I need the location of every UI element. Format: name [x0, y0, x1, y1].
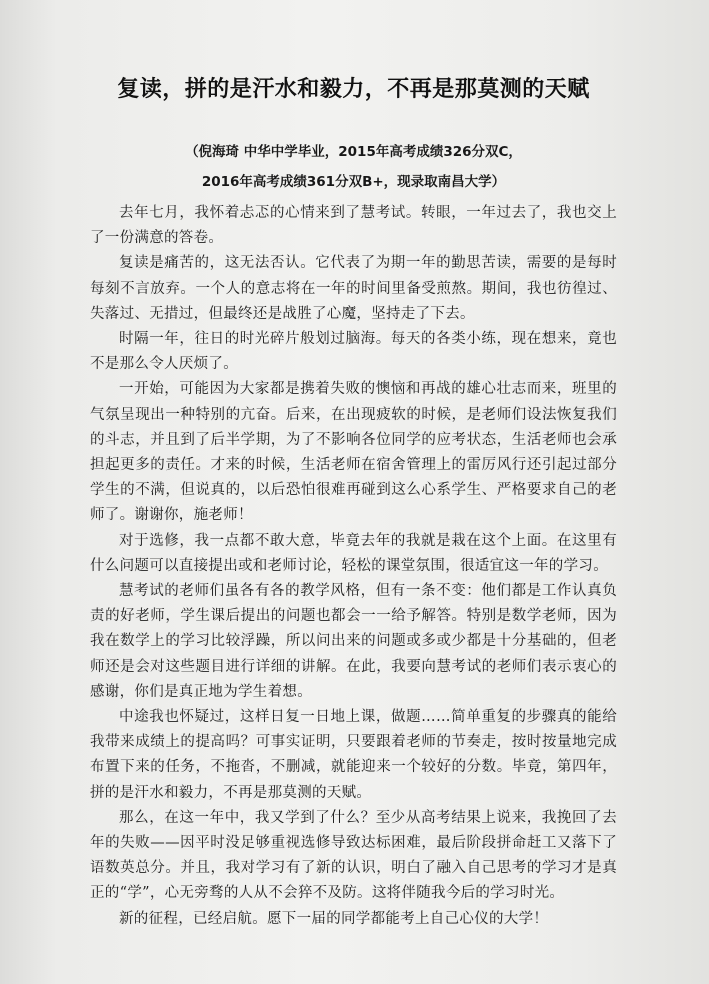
paragraph: 慧考试的老师们虽各有各的教学风格，但有一条不变：他们都是工作认真负责的好老师，学生课后提出的问题也都会一一给予解答。特别是数学老师，因为我在数学上的学习比较浮躁，所以问出来的问题或多或少都是十分基础的，但老师还是会对这些题目进行详细的讲解。在此，我要向慧考试的老师们表示衷心的感谢，你们是真正地为学生着想。	[90, 583, 617, 700]
paragraph: 时隔一年，往日的时光碎片般划过脑海。每天的各类小练，现在想来，竟也不是那么令人厌烦了。	[90, 331, 617, 373]
article-body	[90, 201, 617, 932]
paragraph: 对于选修，我一点都不敢大意，毕竟去年的我就是栽在这个上面。在这里有什么问题可以直接提出或和老师讨论，轻松的课堂氛围，很适宜这一年的学习。	[90, 532, 617, 574]
article-title: 复读，拼的是汗水和毅力，不再是那莫测的天赋	[117, 76, 590, 102]
paragraph: 那么，在这一年中，我又学到了什么？至少从高考结果上说来，我挽回了去年的失败——因平时没足够重视选修导致达标困难，最后阶段拼命赶工又落下了语数英总分。并且，我对学习有了新的认识，明白了融入自己思考的学习才是真正的“学”，心无旁骛的人从不会猝不及防。这将伴随我今后的学习时光。	[90, 809, 617, 902]
byline-line-1: （倪海琦 中华中学毕业，2015年高考成绩326分双C，	[185, 144, 522, 160]
paragraph: 去年七月，我怀着忐忑的心情来到了慧考试。转眼，一年过去了，我也交上了一份满意的答卷。	[90, 205, 617, 247]
author-byline	[90, 137, 617, 197]
paragraph: 一开始，可能因为大家都是携着失败的懊恼和再战的雄心壮志而来，班里的气氛呈现出一种特别的亢奋。后来，在出现疲软的时候，是老师们设法恢复我们的斗志，并且到了后半学期，为了不影响各位同学的应考状态，生活老师也会承担起更多的责任。才来的时候，生活老师在宿舍管理上的雷厉风行还引起过部分学生的不满，但说真的，以后恐怕很难再碰到这么心系学生、严格要求自己的老师了。谢谢你，施老师！	[90, 381, 617, 524]
paragraph: 中途我也怀疑过，这样日复一日地上课，做题……简单重复的步骤真的能给我带来成绩上的提高吗？可事实证明，只要跟着老师的节奏走，按时按量地完成布置下来的任务，不拖沓，不删减，就能迎来一个较好的分数。毕竟，第四年，拼的是汗水和毅力，不再是那莫测的天赋。	[90, 709, 617, 801]
paragraph: 新的征程，已经启航。愿下一届的同学都能考上自己心仪的大学！	[119, 910, 549, 927]
byline-line-2: 2016年高考成绩361分双B+，现录取南昌大学）	[201, 174, 506, 190]
paragraph: 复读是痛苦的，这无法否认。它代表了为期一年的勤思苦读，需要的是每时每刻不言放弃。一个人的意志将在一年的时间里备受煎熬。期间，我也彷徨过、失落过、无措过，但最终还是战胜了心魔，坚持走了下去。	[90, 255, 617, 322]
